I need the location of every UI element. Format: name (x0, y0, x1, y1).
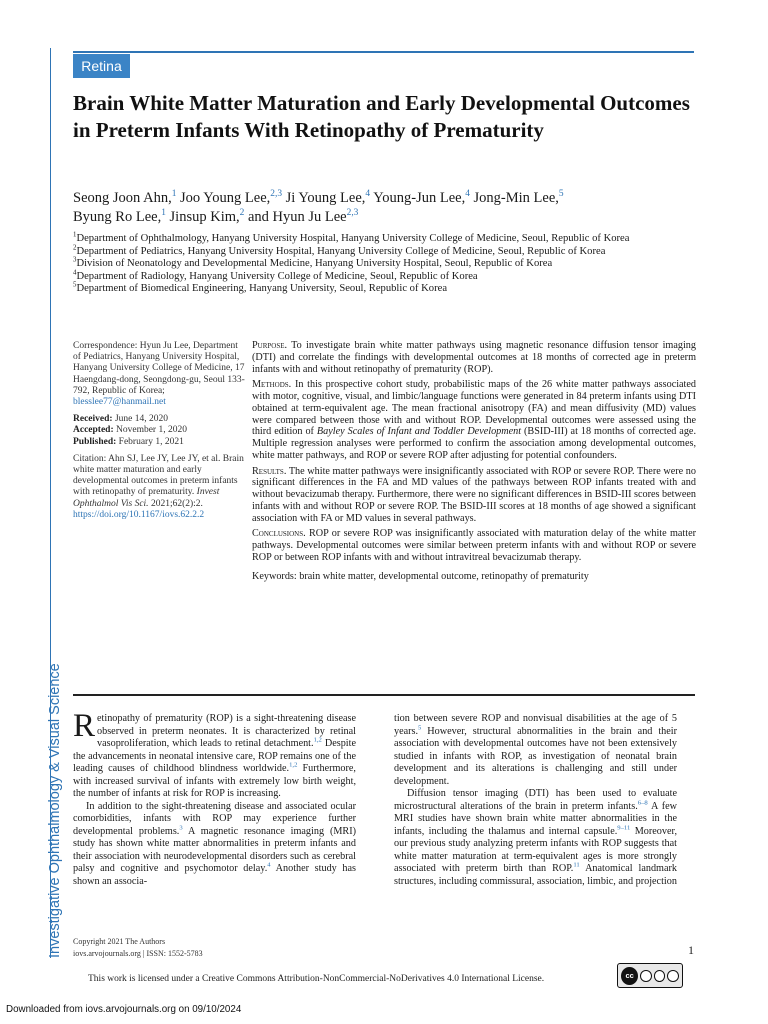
section-divider (73, 694, 695, 696)
cc-license-badge[interactable] (617, 963, 683, 988)
abstract-purpose: Purpose. To investigate brain white matter pathways using magnetic resonance diffusion tensor imaging (DTI) and correlate the findings with developmental outcomes at 18 months of corrected age in preterm infants with and without retinopathy of prematurity (ROP). (252, 340, 696, 375)
header-rule (73, 51, 694, 53)
article-sidebar (73, 341, 245, 527)
abstract-results: Results. The white matter pathways were insignificantly associated with ROP or severe ROP. There were no significant differences in the FA and MD values of the pathways between ROP infants treated with and without bevacizumab therapy. Furthermore, there were no significant differences in BSID-III scores between infants with and without ROP or severe ROP. The BSID-III scores at 18 months of age showed a significant association with FA or MD values in several pathways. (252, 465, 696, 524)
author[interactable]: Joo Young Lee,$^{2,3}$ (180, 189, 283, 206)
author[interactable]: and Hyun Ju Lee$^{2,3}$ (247, 208, 359, 225)
doi-link[interactable]: https://doi.org/10.1167/iovs.62.2.2 (73, 509, 205, 520)
abstract (252, 340, 696, 586)
cc-icon: cc (621, 967, 638, 985)
copyright: Copyright 2021 The Authors (73, 937, 166, 946)
section-tag: Retina (73, 54, 130, 78)
author[interactable]: Young-Jun Lee,$^4$ (373, 189, 470, 206)
author[interactable]: Jinsup Kim,$^2$ (169, 208, 245, 225)
email-link[interactable]: blesslee77@hanmail.net (73, 397, 166, 408)
author[interactable]: Jong-Min Lee,$^5$ (473, 189, 564, 206)
body-paragraph: Retinopathy of prematurity (ROP) is a sight-threatening disease observed in preterm neonates. It is characterized by retinal vasoproliferation, which leads to retinal detachment.$^{1,2}$ Despite the advancements in neonatal intensive care, ROP remains one of the leading causes of childhood blindness worldwide.$^{1,2}$ Furthermore, with increased survival of infants with extremely low birth weight, the number of infants at risk for ROP is increasing. (73, 708, 356, 799)
author[interactable]: Seong Joon Ahn,$^1$ (73, 189, 177, 206)
body-paragraph: In addition to the sight-threatening disease and associated ocular comorbidities, infants with ROP may experience further developmental problems.$^3$ A magnetic resonance imaging (MRI) study has shown white matter abnormalities in preterm infants and their association with neurodevelopmental disorders such as cerebral palsy and cognitive and psychomotor delay.$^4$ Another study has shown an associa- (73, 800, 356, 887)
noderivatives-icon (667, 970, 679, 982)
drop-cap: R (73, 708, 96, 744)
author-list (73, 189, 703, 227)
issn-line: iovs.arvojournals.org | ISSN: 1552-5783 (73, 949, 203, 958)
body-paragraph: tion between severe ROP and nonvisual disabilities at the age of 5 years.$^5$ However, structural abnormalities in the brain and their association with developmental outcomes have not been extensively studied in infants with ROP, as investigation of neonatal brain development and its alterations is challenging and still under development. (394, 713, 677, 787)
affiliation: $^5$Department of Biomedical Engineering, Hanyang University, Seoul, Republic of Korea (73, 281, 448, 295)
affiliations (73, 233, 703, 296)
page-number: 1 (688, 943, 694, 957)
footer-journal-info (73, 936, 203, 960)
keywords: Keywords: brain white matter, developmental outcome, retinopathy of prematurity (252, 570, 589, 582)
author[interactable]: Ji Young Lee,$^4$ (285, 189, 371, 206)
dates: Received: June 14, 2020 Accepted: November 1, 2020 Published: February 1, 2021 (73, 414, 187, 447)
abstract-methods: Methods. In this prospective cohort study, probabilistic maps of the 26 white matter pathways associated with motor, cognitive, visual, and limbic/language functions were generated in 84 preterm infants using DTI obtained at term-equivalent age. The mean fractional anisotropy (FA) and mean diffusivity (MD) values were compared between those with and without ROP. Developmental outcomes were assessed using the third edition of Bayley Scales of Infant and Toddler Development (BSID-III) at 18 months of corrected age. Multiple regression analyses were performed to confirm the association among developmental outcomes, white matter pathways, and ROP or severe ROP after adjusting for potential confounders. (252, 379, 697, 461)
journal-spine-title: Investigative Ophthalmology & Visual Science (47, 663, 63, 958)
body-column-right (394, 713, 677, 888)
article-title: Brain White Matter Maturation and Early Developmental Outcomes in Preterm Infants With Retinopathy of Prematurity (73, 91, 690, 142)
body-column-left (73, 708, 356, 888)
noncommercial-icon (654, 970, 666, 982)
abstract-conclusions: Conclusions. ROP or severe ROP was insignificantly associated with maturation delay of the white matter pathways. Developmental outcomes were similar between preterm infants with and without ROP or severe ROP or between ROP infants with and without intravitreal bevacizumab therapy. (252, 528, 696, 563)
author[interactable]: Byung Ro Lee,$^1$ (73, 208, 166, 225)
license-text: This work is licensed under a Creative Commons Attribution-NonCommercial-NoDerivatives 4.0 International License. (88, 974, 545, 984)
affiliation: $^4$Department of Radiology, Hanyang University College of Medicine, Seoul, Republic of Korea (73, 269, 478, 282)
affiliation: $^3$Division of Neonatology and Developmental Medicine, Hanyang University Hospital, Seoul, Republic of Korea (73, 256, 553, 270)
attribution-icon (640, 970, 652, 982)
correspondence: Correspondence: Hyun Ju Lee, Department of Pediatrics, Hanyang University Hospital, Hanyang University College of Medicine, 17 Haengdang-dong, Seongdong-gu, Seoul 133-792, Republic of Korea; blesslee77@hanmail.net (73, 341, 245, 408)
affiliation: $^1$Department of Ophthalmology, Hanyang University Hospital, Hanyang University College of Medicine, Seoul, Republic of Korea (73, 231, 630, 244)
body-paragraph: Diffusion tensor imaging (DTI) has been used to evaluate microstructural alterations of the brain in preterm infants.$^{6-8}$ A few MRI studies have shown brain white matter abnormalities in the infants, including the thalamus and internal capsule.$^{9-11}$ Moreover, our previous study analyzing preterm infants with ROP suggests that white matter maturation at term-equivalent ages is more strongly associated with preterm birth than ROP.$^{11}$ Anatomical landmark structures, including commissural, association, limbic, and projection (394, 788, 677, 887)
download-stamp: Downloaded from iovs.arvojournals.org on 09/10/2024 (6, 1004, 242, 1015)
citation: Citation: Ahn SJ, Lee JY, Lee JY, et al. Brain white matter maturation and early developmental outcomes in preterm infants with retinopathy of prematurity. Invest Ophthalmol Vis Sci. 2021;62(2):2. https://doi.org/10.1167/iovs.62.2.2 (73, 453, 244, 520)
affiliation: $^2$Department of Pediatrics, Hanyang University Hospital, Hanyang University College of Medicine, Seoul, Republic of Korea (73, 244, 606, 257)
